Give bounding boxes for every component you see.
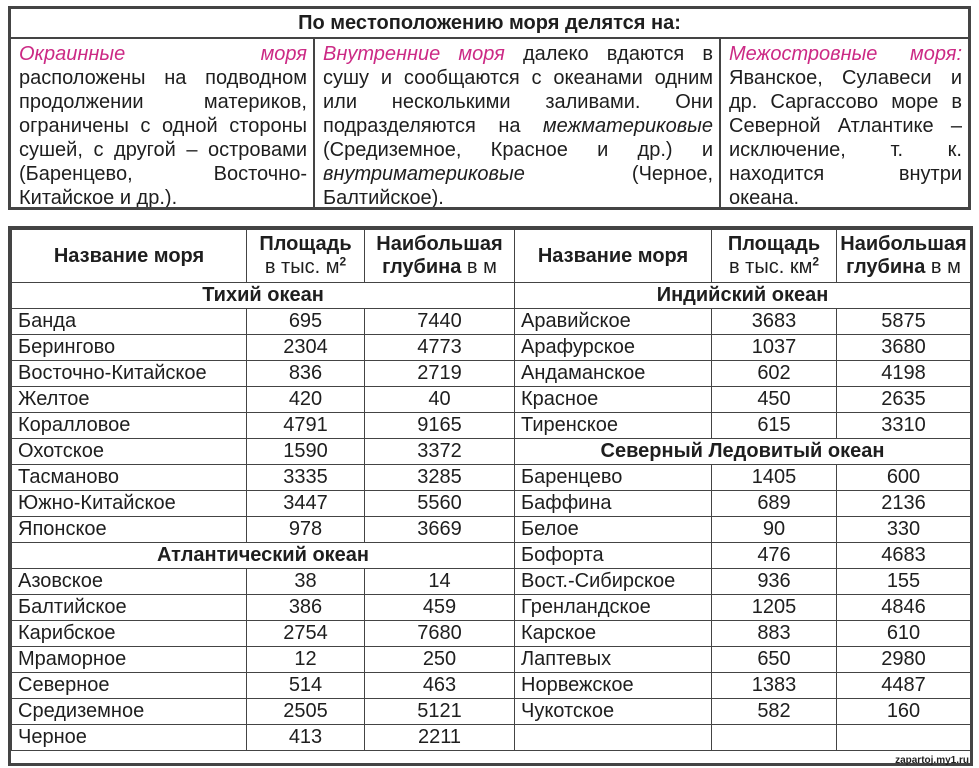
interisland-seas-text: Яванское, Сулавеси и др. Саргассово море в Северной Атлантике – исключение, т. к. находится внутри океана. [729, 67, 962, 207]
sea-depth: 4198 [837, 361, 971, 387]
header-area-sup: 2 [812, 254, 820, 269]
inland-seas-text-b: (Средиземное, Красное и др.) и [323, 139, 713, 161]
sea-classification-box [8, 6, 971, 210]
sea-area: 420 [247, 387, 365, 413]
table-row [12, 673, 971, 699]
sea-area: 450 [712, 387, 837, 413]
sea-depth: 14 [365, 569, 515, 595]
sea-area: 695 [247, 309, 365, 335]
sea-name: Черное [12, 725, 247, 751]
sea-area: 4791 [247, 413, 365, 439]
sea-name: Чукотское [515, 699, 712, 725]
sea-area: 1405 [712, 465, 837, 491]
header-depth-bold: глубина [846, 256, 926, 278]
sea-name: Японское [12, 517, 247, 543]
marginal-seas-description [11, 39, 313, 207]
sea-depth: 3310 [837, 413, 971, 439]
header-area-right [712, 230, 837, 283]
sea-area: 514 [247, 673, 365, 699]
sea-depth: 155 [837, 569, 971, 595]
seas-table [11, 229, 971, 751]
sea-depth: 3285 [365, 465, 515, 491]
header-sea-name-right: Название моря [515, 230, 712, 283]
sea-area: 2505 [247, 699, 365, 725]
header-depth-unit: в м [925, 256, 961, 278]
sea-area: 602 [712, 361, 837, 387]
header-area-unit: в тыс. км [728, 256, 813, 278]
table-row [12, 413, 971, 439]
sea-depth: 2980 [837, 647, 971, 673]
sea-depth: 330 [837, 517, 971, 543]
sea-depth: 5560 [365, 491, 515, 517]
sea-name: Охотское [12, 439, 247, 465]
sea-name: Северное [12, 673, 247, 699]
table-row [12, 569, 971, 595]
sea-depth: 610 [837, 621, 971, 647]
sea-depth: 7680 [365, 621, 515, 647]
site-watermark: zapartoj.my1.ru [895, 755, 969, 766]
sea-name: Белое [515, 517, 712, 543]
ocean-heading-indian: Индийский океан [515, 283, 971, 309]
sea-depth: 3372 [365, 439, 515, 465]
sea-area: 413 [247, 725, 365, 751]
sea-name: Восточно-Китайское [12, 361, 247, 387]
table-row [12, 387, 971, 413]
sea-depth: 459 [365, 595, 515, 621]
sea-area: 476 [712, 543, 837, 569]
sea-depth: 40 [365, 387, 515, 413]
header-depth-left [365, 230, 515, 283]
sea-area: 615 [712, 413, 837, 439]
sea-depth: 4846 [837, 595, 971, 621]
sea-depth: 3669 [365, 517, 515, 543]
header-depth-title: Наибольшая [376, 233, 503, 255]
table-row [12, 647, 971, 673]
sea-depth: 3680 [837, 335, 971, 361]
sea-area: 936 [712, 569, 837, 595]
sea-depth: 250 [365, 647, 515, 673]
header-area-sup: 2 [339, 254, 347, 269]
sea-area: 3447 [247, 491, 365, 517]
sea-depth: 600 [837, 465, 971, 491]
sea-name: Гренландское [515, 595, 712, 621]
sea-name: Банда [12, 309, 247, 335]
sea-name: Средиземное [12, 699, 247, 725]
table-row [12, 491, 971, 517]
sea-area: 386 [247, 595, 365, 621]
sea-name: Аравийское [515, 309, 712, 335]
sea-area: 2304 [247, 335, 365, 361]
intracontinental-term: внутриматериковые [323, 163, 525, 185]
sea-name: Берингово [12, 335, 247, 361]
sea-area: 38 [247, 569, 365, 595]
sea-area: 1590 [247, 439, 365, 465]
inland-seas-text-c: (Черное, Балтийское). [323, 163, 713, 207]
sea-area: 978 [247, 517, 365, 543]
sea-name: Норвежское [515, 673, 712, 699]
empty-cell [515, 725, 712, 751]
sea-name: Южно-Китайское [12, 491, 247, 517]
sea-area: 1205 [712, 595, 837, 621]
sea-area: 836 [247, 361, 365, 387]
header-depth-unit: в м [461, 256, 497, 278]
sea-depth: 4683 [837, 543, 971, 569]
sea-depth: 2136 [837, 491, 971, 517]
sea-name: Вост.-Сибирское [515, 569, 712, 595]
header-area-title: Площадь [259, 233, 352, 255]
table-row [12, 309, 971, 335]
empty-cell [837, 725, 971, 751]
sea-name: Бофорта [515, 543, 712, 569]
sea-name: Красное [515, 387, 712, 413]
sea-area: 689 [712, 491, 837, 517]
marginal-seas-term: Окраинные моря [19, 43, 307, 65]
table-row [12, 517, 971, 543]
header-depth-bold: глубина [382, 256, 462, 278]
sea-depth: 5875 [837, 309, 971, 335]
inland-seas-description [313, 39, 719, 207]
inland-seas-text-a: далеко вдаются в сушу и сообщаются с океанами одним или несколькими заливами. Они подразделяются на [323, 43, 714, 137]
header-area-title: Площадь [727, 233, 821, 255]
sea-depth: 4773 [365, 335, 515, 361]
sea-area: 12 [247, 647, 365, 673]
table-row [12, 699, 971, 725]
sea-area: 1037 [712, 335, 837, 361]
table-row [12, 595, 971, 621]
seas-table-frame [8, 226, 973, 766]
sea-area: 3335 [247, 465, 365, 491]
table-row [12, 361, 971, 387]
table-row [12, 543, 971, 569]
sea-depth: 160 [837, 699, 971, 725]
header-area-unit: в тыс. м [264, 256, 340, 278]
sea-depth: 2635 [837, 387, 971, 413]
sea-area: 2754 [247, 621, 365, 647]
sea-area: 1383 [712, 673, 837, 699]
empty-cell [712, 725, 837, 751]
sea-area: 90 [712, 517, 837, 543]
inland-seas-term: Внутренние моря [323, 43, 505, 65]
sea-name: Коралловое [12, 413, 247, 439]
ocean-heading-atlantic: Атлантический океан [12, 543, 515, 569]
table-row [12, 621, 971, 647]
table-row [12, 335, 971, 361]
sea-depth: 463 [365, 673, 515, 699]
header-depth-title: Наибольшая [840, 233, 967, 255]
header-sea-name-left: Название моря [12, 230, 247, 283]
table-row [12, 465, 971, 491]
classification-title: По местоположению моря делятся на: [11, 9, 968, 39]
table-row [12, 439, 971, 465]
sea-name: Баффина [515, 491, 712, 517]
table-header-row [12, 230, 971, 283]
sea-area: 883 [712, 621, 837, 647]
interisland-seas-description [719, 39, 968, 207]
sea-name: Лаптевых [515, 647, 712, 673]
sea-area: 650 [712, 647, 837, 673]
intercontinental-term: межматериковые [542, 115, 713, 137]
sea-area: 582 [712, 699, 837, 725]
sea-depth: 2719 [365, 361, 515, 387]
sea-depth: 9165 [365, 413, 515, 439]
ocean-heading-pacific: Тихий океан [12, 283, 515, 309]
sea-name: Баренцево [515, 465, 712, 491]
sea-area: 3683 [712, 309, 837, 335]
sea-name: Арафурское [515, 335, 712, 361]
sea-depth: 5121 [365, 699, 515, 725]
marginal-seas-text: расположены на подводном продолжении материков, ограничены с одной стороны сушей, с другой – островами (Баренцево, Восточно-Китайское и др.). [19, 67, 307, 207]
sea-name: Карское [515, 621, 712, 647]
ocean-heading-arctic: Северный Ледовитый океан [515, 439, 971, 465]
sea-depth: 4487 [837, 673, 971, 699]
sea-name: Балтийское [12, 595, 247, 621]
interisland-seas-term: Межостровные моря: [729, 43, 962, 65]
sea-name: Тасманово [12, 465, 247, 491]
header-depth-right [837, 230, 971, 283]
sea-depth: 7440 [365, 309, 515, 335]
header-area-left [247, 230, 365, 283]
sea-name: Мраморное [12, 647, 247, 673]
table-row [12, 283, 971, 309]
sea-name: Андаманское [515, 361, 712, 387]
sea-name: Азовское [12, 569, 247, 595]
sea-name: Тиренское [515, 413, 712, 439]
sea-name: Карибское [12, 621, 247, 647]
table-row [12, 725, 971, 751]
sea-depth: 2211 [365, 725, 515, 751]
sea-name: Желтое [12, 387, 247, 413]
